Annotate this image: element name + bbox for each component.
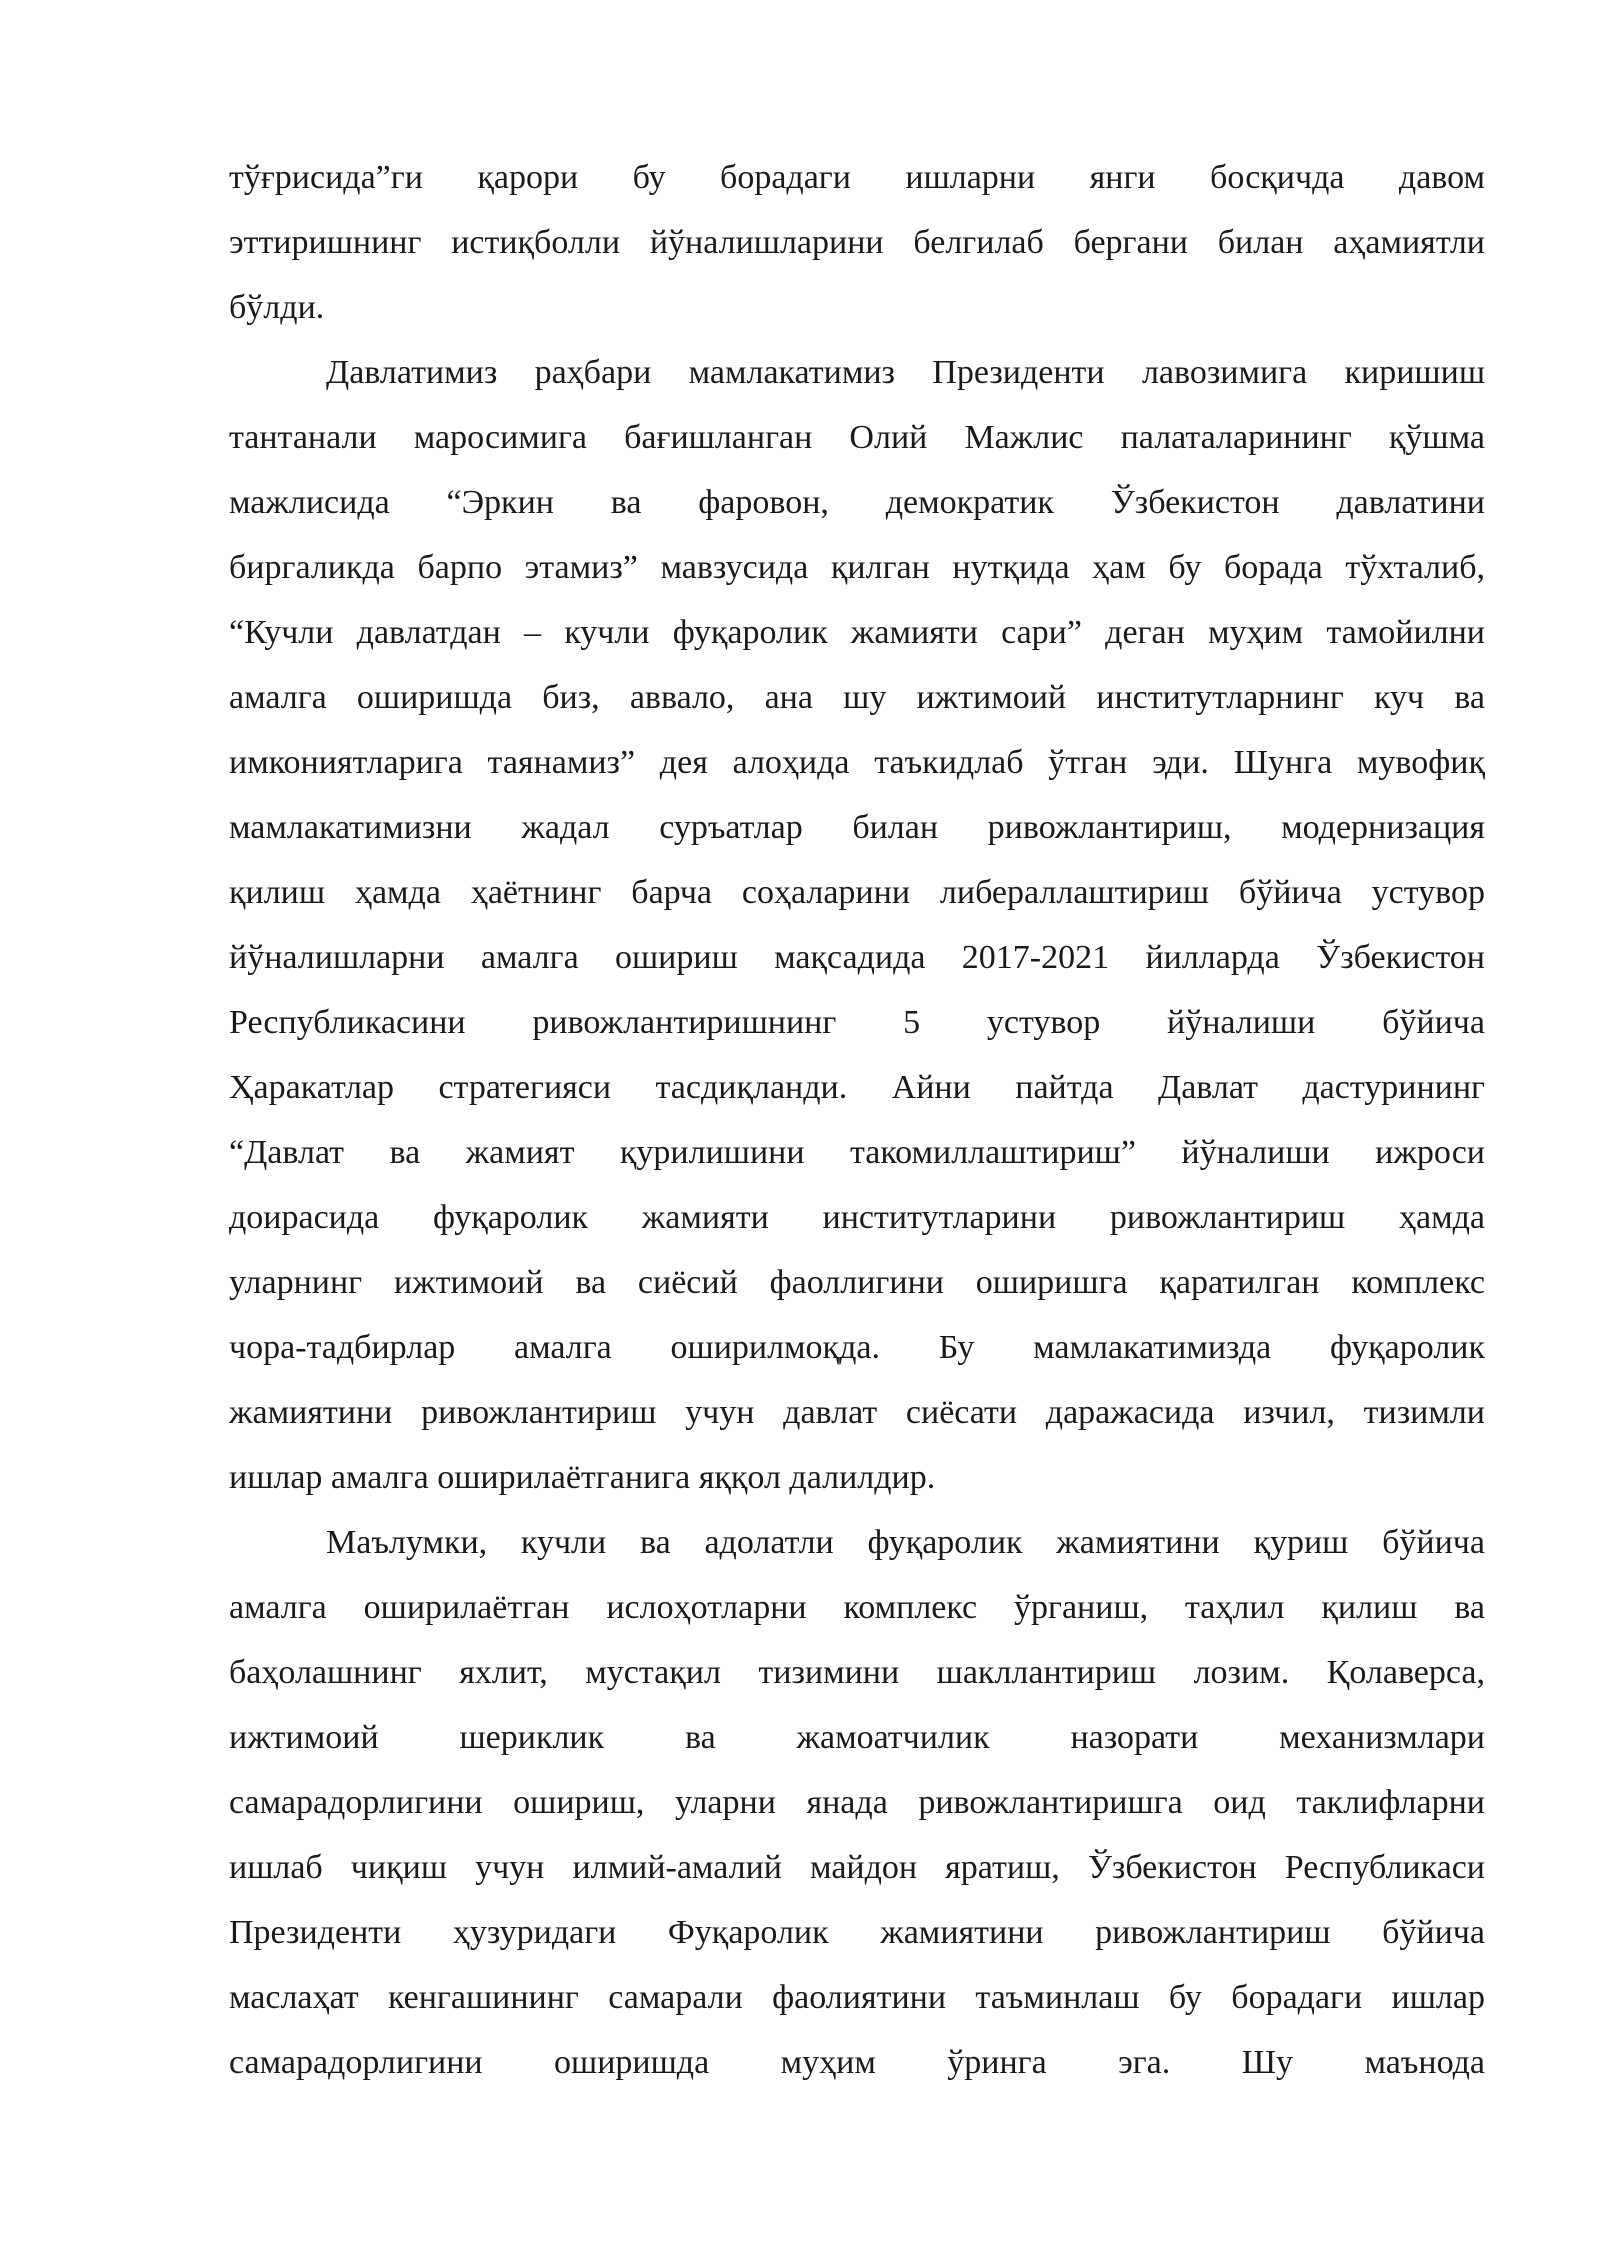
text-line: мажлисида “Эркин ва фаровон, демократик Ўзбекистон давлатини [229,484,1485,521]
text-line: Маълумки, кучли ва адолатли фуқаролик жамиятини қуриш бўйича [326,1524,1485,1561]
text-line: Президенти ҳузуридаги Фуқаролик жамиятини ривожлантириш бўйича [229,1914,1485,1951]
text-line: самарадорлигини ошириш, уларни янада ривожлантиришга оид таклифларни [229,1784,1485,1821]
text-line: маслаҳат кенгашининг самарали фаолиятини таъминлаш бу борадаги ишлар [229,1979,1485,2016]
text-line: ишлар амалга оширилаётганига яққол далилдир. [229,1459,936,1496]
text-line: бўлди. [229,289,325,326]
text-line: “Давлат ва жамият қурилишини такомиллаштириш” йўналиши ижроси [229,1134,1485,1171]
text-line: Республикасини ривожлантиришнинг 5 устувор йўналиши бўйича [229,1004,1485,1041]
text-line: амалга оширишда биз, аввало, ана шу ижтимоий институтларнинг куч ва [229,679,1485,716]
document-page [229,145,1485,2095]
text-line: амалга оширилаётган ислоҳотларни комплекс ўрганиш, таҳлил қилиш ва [229,1589,1485,1626]
text-line: тантанали маросимига бағишланган Олий Мажлис палаталарининг қўшма [229,419,1485,456]
text-line: Давлатимиз раҳбари мамлакатимиз Президенти лавозимига киришиш [326,354,1485,391]
text-line: тўғрисида”ги қарори бу борадаги ишларни янги босқичда давом [229,159,1485,196]
text-line: биргаликда барпо этамиз” мавзусида қилган нутқида ҳам бу борада тўхталиб, [229,549,1485,586]
text-line: ижтимоий шериклик ва жамоатчилик назорати механизмлари [229,1719,1485,1756]
text-line: чора-тадбирлар амалга оширилмоқда. Бу мамлакатимизда фуқаролик [229,1329,1485,1366]
text-line: қилиш ҳамда ҳаётнинг барча соҳаларини либераллаштириш бўйича устувор [229,874,1485,911]
paragraph-3 [229,1510,1485,2095]
text-line: мамлакатимизни жадал суръатлар билан ривожлантириш, модернизация [229,809,1485,846]
paragraph-2 [229,340,1485,1510]
text-line: ишлаб чиқиш учун илмий-амалий майдон яратиш, Ўзбекистон Республикаси [229,1849,1485,1886]
text-line: доирасида фуқаролик жамияти институтларини ривожлантириш ҳамда [229,1199,1485,1236]
text-line: имкониятларига таянамиз” дея алоҳида таъкидлаб ўтган эди. Шунга мувофиқ [229,744,1485,781]
text-line: самарадорлигини оширишда муҳим ўринга эга. Шу маънода [229,2044,1485,2081]
text-line: Ҳаракатлар стратегияси тасдиқланди. Айни пайтда Давлат дастурининг [229,1069,1485,1106]
text-line: уларнинг ижтимоий ва сиёсий фаоллигини оширишга қаратилган комплекс [229,1264,1485,1301]
text-line: жамиятини ривожлантириш учун давлат сиёсати даражасида изчил, тизимли [229,1394,1485,1431]
text-line: йўналишларни амалга ошириш мақсадида 2017-2021 йилларда Ўзбекистон [229,939,1485,976]
text-line: “Кучли давлатдан – кучли фуқаролик жамияти сари” деган муҳим тамойилни [229,614,1485,651]
text-line: эттиришнинг истиқболли йўналишларини белгилаб бергани билан аҳамиятли [229,224,1485,261]
paragraph-1 [229,145,1485,340]
text-line: баҳолашнинг яхлит, мустақил тизимини шакллантириш лозим. Қолаверса, [229,1654,1485,1691]
